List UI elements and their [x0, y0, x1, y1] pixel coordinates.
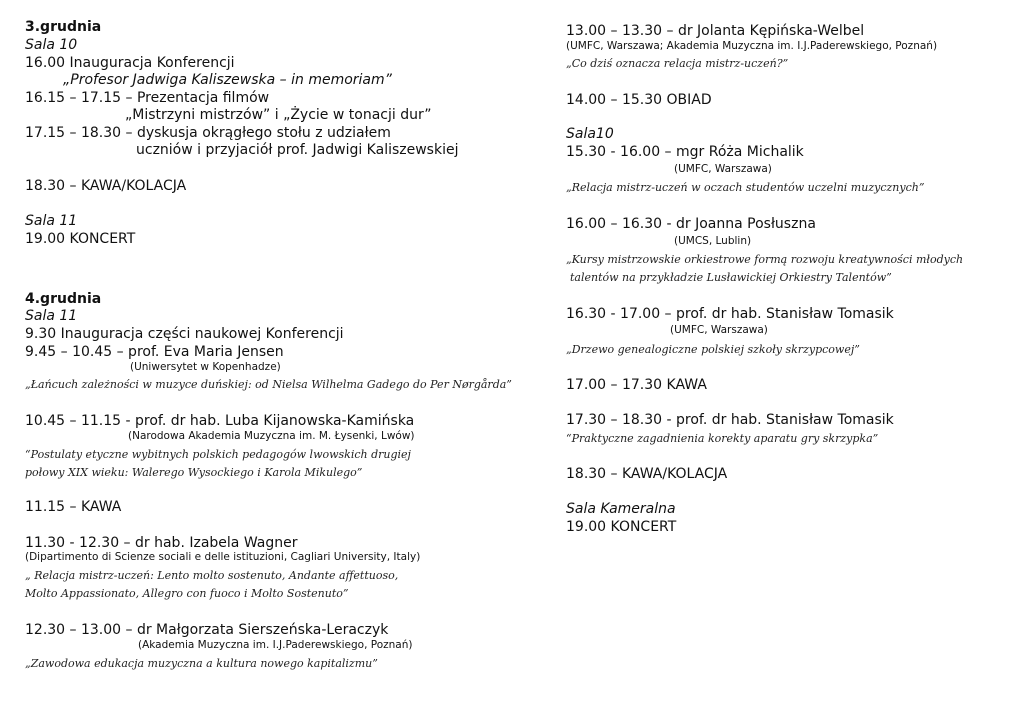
program-item: 16.15 – 17.15 – Prezentacja filmów	[25, 90, 270, 106]
program-item: 14.00 – 15.30 OBIAD	[566, 92, 712, 108]
program-item: 17.15 – 18.30 – dyskusja okrągłego stołu z udziałem	[25, 125, 391, 141]
day-heading: 3.grudnia	[25, 19, 102, 35]
lecture-title: talentów na przykładzie Lusławickiej Orkiestry Talentów”	[570, 271, 892, 284]
affiliation: (UMFC, Warszawa)	[670, 324, 768, 336]
affiliation: (UMFC, Warszawa; Akademia Muzyczna im. I.J.Paderewskiego, Poznań)	[566, 40, 938, 52]
affiliation: (UMCS, Lublin)	[674, 235, 752, 247]
program-subtitle: „Mistrzyni mistrzów” i „Życie w tonacji dur”	[125, 107, 432, 123]
lecture-title: Molto Appassionato, Allegro con fuoco i Molto Sostenuto”	[25, 587, 349, 600]
program-item: 9.45 – 10.45 – prof. Eva Maria Jensen	[25, 344, 284, 360]
program-item: 11.15 – KAWA	[25, 499, 122, 515]
lecture-title: „Co dziś oznacza relacja mistrz-uczeń?”	[566, 57, 789, 70]
lecture-title: „Drzewo genealogiczne polskiej szkoły skrzypcowej”	[566, 343, 860, 356]
room-label: Sala Kameralna	[566, 501, 676, 517]
program-item: 17.30 – 18.30 - prof. dr hab. Stanisław Tomasik	[566, 412, 894, 428]
affiliation: (Uniwersytet w Kopenhadze)	[130, 361, 281, 373]
program-subtitle: uczniów i przyjaciół prof. Jadwigi Kaliszewskiej	[136, 142, 459, 158]
lecture-title: „Relacja mistrz-uczeń w oczach studentów uczelni muzycznych”	[566, 181, 925, 194]
program-item: 12.30 – 13.00 – dr Małgorzata Sierszeńska-Leraczyk	[25, 622, 389, 638]
program-item: 11.30 - 12.30 – dr hab. Izabela Wagner	[25, 535, 298, 551]
affiliation: (Narodowa Akademia Muzyczna im. M. Łysenki, Lwów)	[128, 430, 415, 442]
lecture-title: połowy XIX wieku: Walerego Wysockiego i Karola Mikulego”	[25, 466, 363, 479]
program-item: 18.30 – KAWA/KOLACJA	[25, 178, 187, 194]
program-item: 16.00 – 16.30 - dr Joanna Posłuszna	[566, 216, 816, 232]
affiliation: (UMFC, Warszawa)	[674, 163, 772, 175]
program-item: 19.00 KONCERT	[566, 519, 677, 535]
program-item: 18.30 – KAWA/KOLACJA	[566, 466, 728, 482]
program-item: 19.00 KONCERT	[25, 231, 136, 247]
room-label: Sala 11	[25, 308, 78, 324]
program-subtitle: „Profesor Jadwiga Kaliszewska – in memoriam”	[63, 72, 392, 88]
lecture-title: „Zawodowa edukacja muzyczna a kultura nowego kapitalizmu”	[25, 657, 378, 670]
program-item: 13.00 – 13.30 – dr Jolanta Kępińska-Welbel	[566, 23, 865, 39]
lecture-title: „Kursy mistrzowskie orkiestrowe formą rozwoju kreatywności młodych	[566, 253, 964, 266]
program-item: 16.00 Inauguracja Konferencji	[25, 55, 235, 71]
affiliation: (Dipartimento di Scienze sociali e delle istituzioni, Cagliari University, Italy)	[25, 551, 421, 563]
lecture-title: “Praktyczne zagadnienia korekty aparatu gry skrzypka”	[566, 432, 879, 445]
lecture-title: „Łańcuch zależności w muzyce duńskiej: od Nielsa Wilhelma Gadego do Per Nørgårda”	[25, 378, 512, 391]
program-item: 10.45 – 11.15 - prof. dr hab. Luba Kijanowska-Kamińska	[25, 413, 415, 429]
room-label: Sala 10	[25, 37, 78, 53]
room-label: Sala10	[566, 126, 614, 142]
day-heading: 4.grudnia	[25, 291, 102, 307]
program-item: 17.00 – 17.30 KAWA	[566, 377, 707, 393]
lecture-title: „ Relacja mistrz-uczeń: Lento molto sostenuto, Andante affettuoso,	[25, 569, 399, 582]
lecture-title: “Postulaty etyczne wybitnych polskich pedagogów lwowskich drugiej	[25, 448, 411, 461]
program-item: 9.30 Inauguracja części naukowej Konferencji	[25, 326, 344, 342]
program-item: 15.30 - 16.00 – mgr Róża Michalik	[566, 144, 804, 160]
program-item: 16.30 - 17.00 – prof. dr hab. Stanisław Tomasik	[566, 306, 894, 322]
room-label: Sala 11	[25, 213, 78, 229]
affiliation: (Akademia Muzyczna im. I.J.Paderewskiego, Poznań)	[138, 639, 413, 651]
